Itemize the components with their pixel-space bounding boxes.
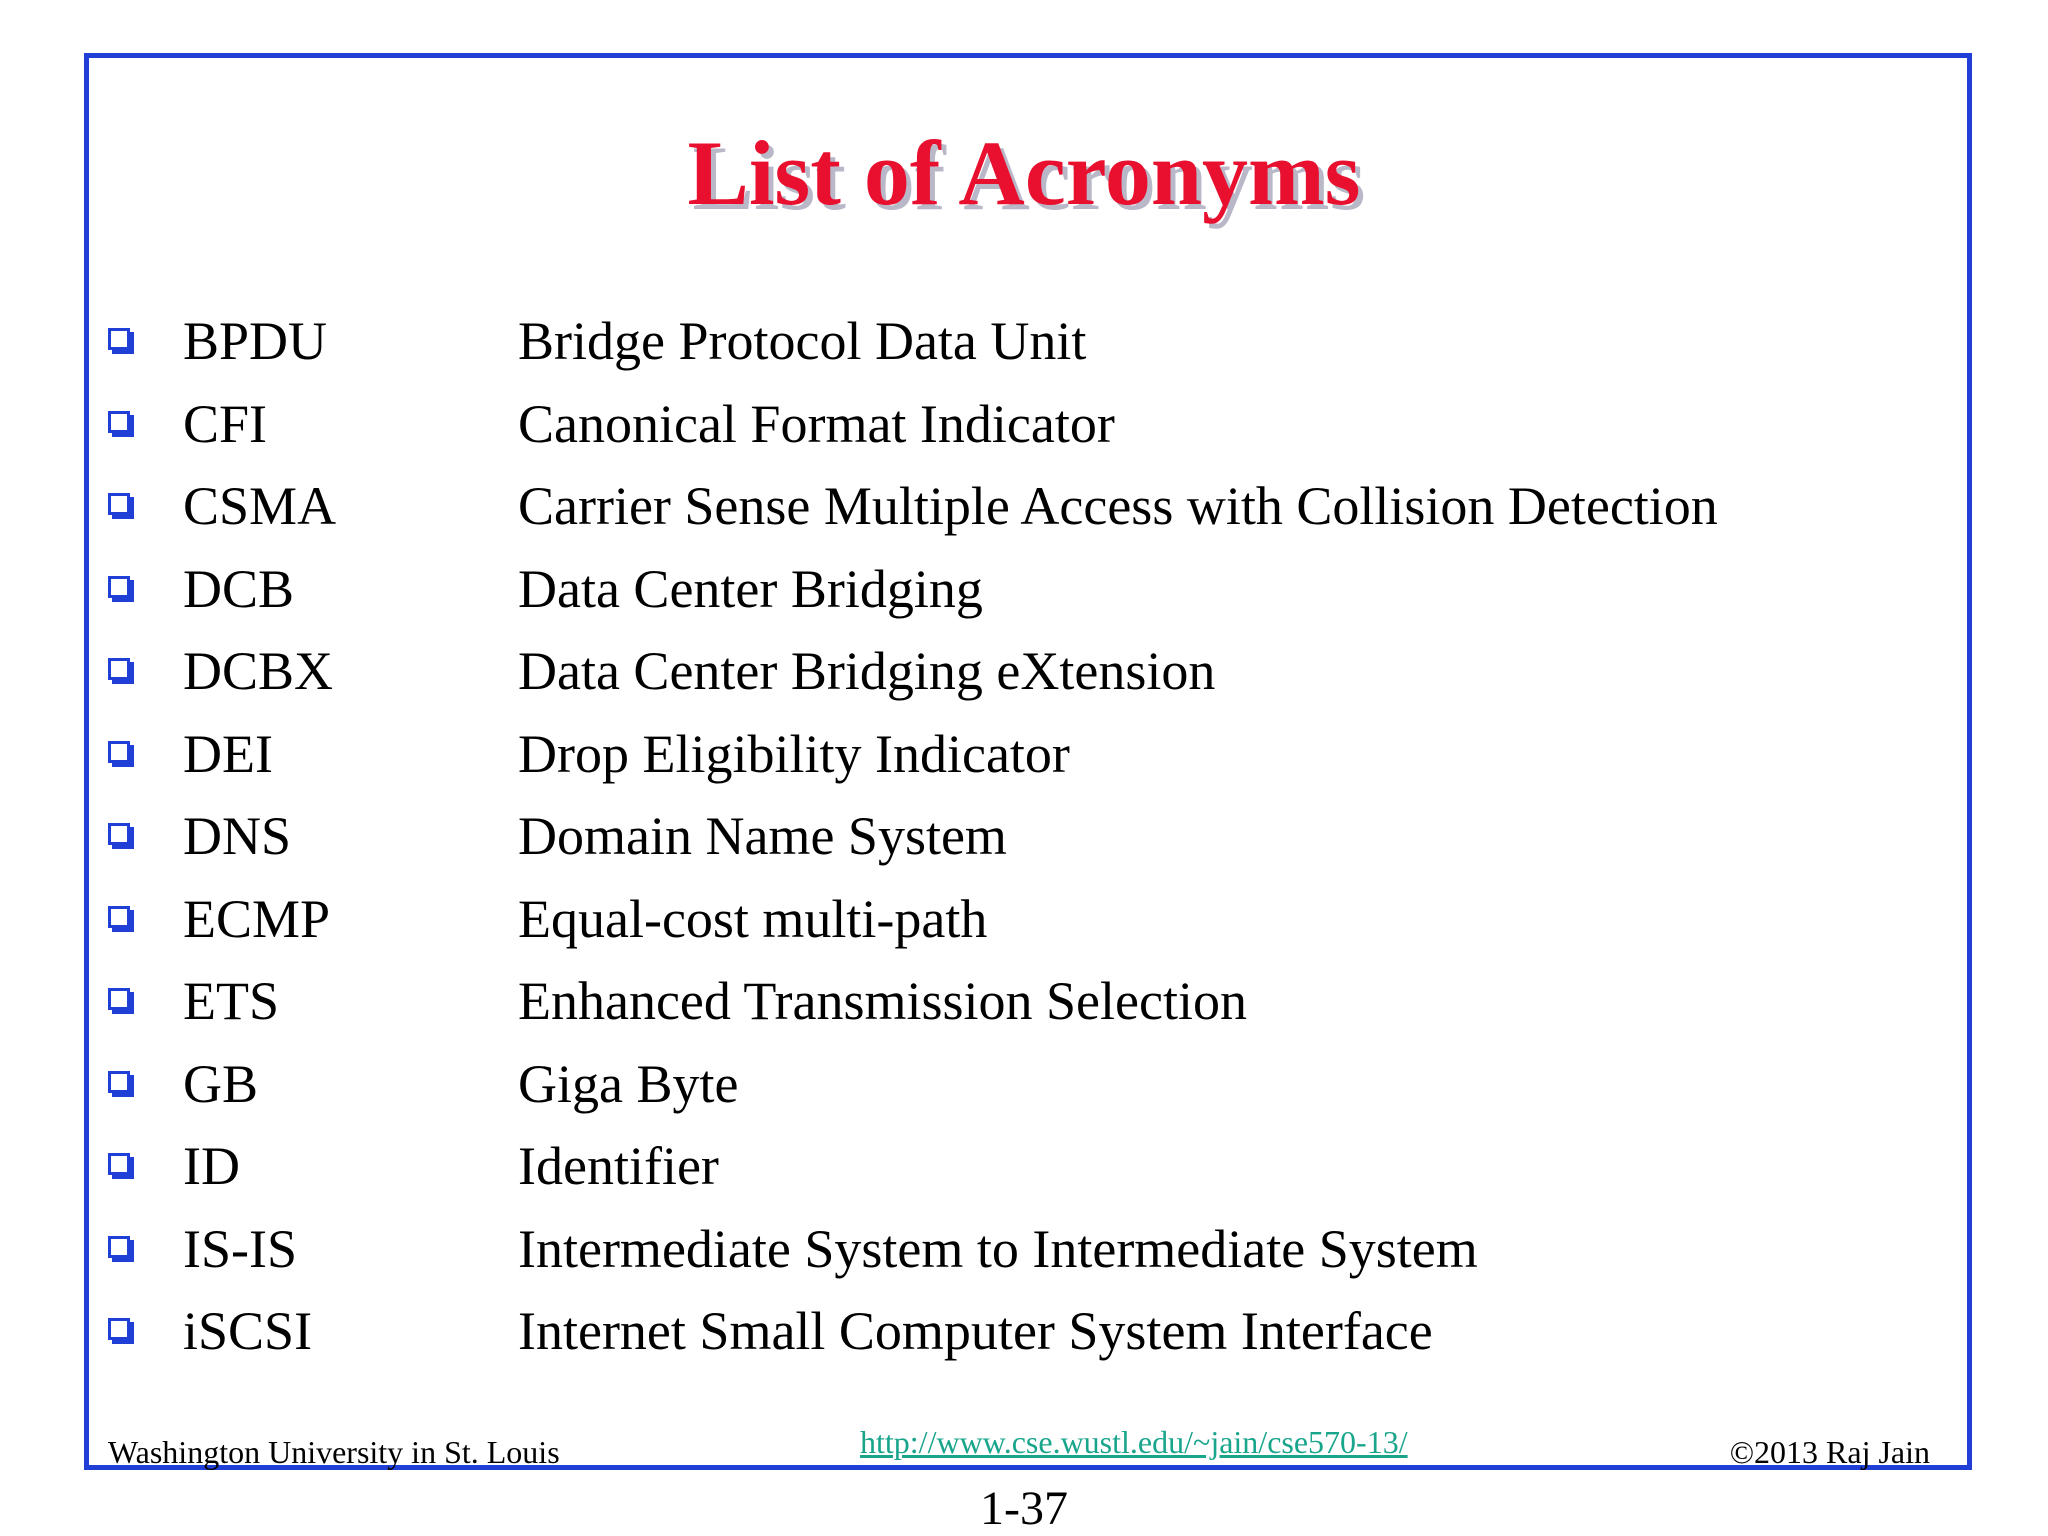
- hollow-square-bullet-icon: [108, 658, 130, 680]
- acronym-definition: Domain Name System: [518, 806, 1007, 866]
- hollow-square-bullet-icon: [108, 493, 130, 515]
- acronym-definition: Bridge Protocol Data Unit: [518, 311, 1087, 371]
- acronym-term: iSCSI: [183, 1301, 313, 1361]
- acronym-definition: Giga Byte: [518, 1053, 739, 1114]
- acronym-definition: Internet Small Computer System Interface: [518, 1301, 1433, 1361]
- acronym-definition: Enhanced Transmission Selection: [518, 971, 1247, 1031]
- hollow-square-bullet-icon: [108, 411, 130, 433]
- acronym-term: CFI: [183, 393, 268, 454]
- acronym-term: DCBX: [183, 641, 334, 701]
- acronym-term: ETS: [183, 971, 280, 1031]
- hollow-square-bullet-icon: [108, 1318, 130, 1340]
- acronym-definition: Data Center Bridging: [518, 558, 983, 619]
- acronym-definition: Drop Eligibility Indicator: [518, 723, 1070, 784]
- hollow-square-bullet-icon: [108, 1236, 130, 1258]
- acronym-term: ECMP: [183, 888, 331, 949]
- acronym-term: DNS: [183, 806, 292, 866]
- hollow-square-bullet-icon: [108, 823, 130, 845]
- course-website-link[interactable]: http://www.cse.wustl.edu/~jain/cse570-13/: [860, 1424, 1408, 1460]
- acronym-term: IS-IS: [183, 1218, 298, 1279]
- acronym-definition: Data Center Bridging eXtension: [518, 641, 1216, 701]
- acronym-term: GB: [183, 1053, 259, 1114]
- acronym-term: ID: [183, 1136, 240, 1196]
- hollow-square-bullet-icon: [108, 1153, 130, 1175]
- hollow-square-bullet-icon: [108, 988, 130, 1010]
- acronym-definition: Carrier Sense Multiple Access with Collision Detection: [518, 476, 1718, 536]
- acronym-term: DCB: [183, 558, 295, 619]
- acronym-definition: Canonical Format Indicator: [518, 393, 1115, 454]
- acronym-definition: Intermediate System to Intermediate System: [518, 1218, 1478, 1279]
- hollow-square-bullet-icon: [108, 741, 130, 763]
- acronym-definition: Equal-cost multi-path: [518, 888, 988, 949]
- acronym-term: BPDU: [183, 311, 328, 371]
- acronym-definition: Identifier: [518, 1136, 719, 1196]
- hollow-square-bullet-icon: [108, 1071, 130, 1093]
- footer-institution: Washington University in St. Louis: [108, 1434, 560, 1470]
- acronym-term: DEI: [183, 723, 273, 784]
- hollow-square-bullet-icon: [108, 576, 130, 598]
- page-number: 1-37: [980, 1482, 1068, 1535]
- acronym-term: CSMA: [183, 476, 337, 536]
- slide-title: List of Acronyms: [687, 122, 1361, 224]
- hollow-square-bullet-icon: [108, 328, 130, 350]
- hollow-square-bullet-icon: [108, 906, 130, 928]
- footer-copyright: ©2013 Raj Jain: [1729, 1434, 1930, 1470]
